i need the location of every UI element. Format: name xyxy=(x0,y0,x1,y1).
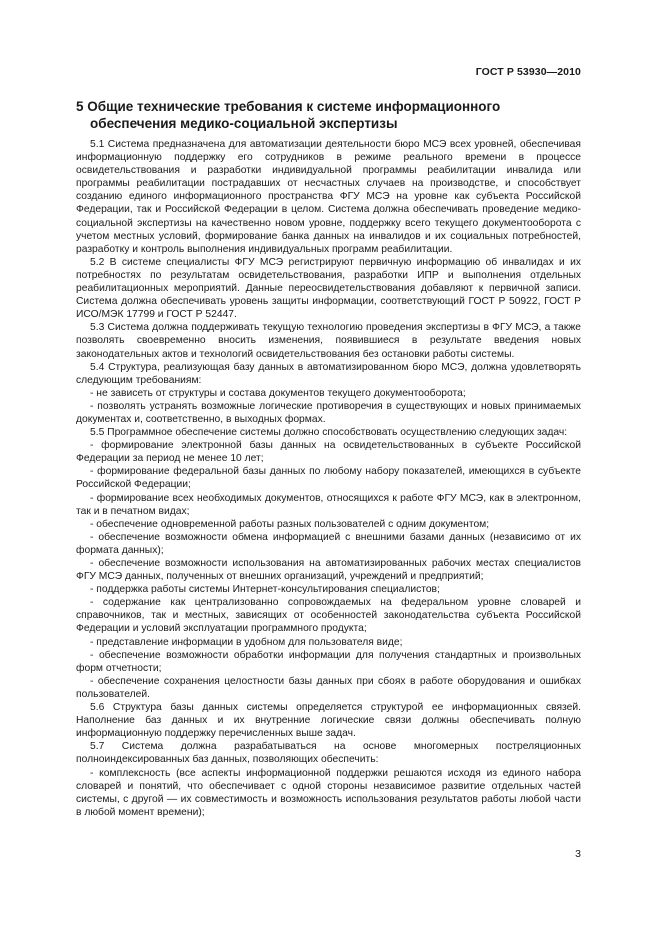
list-item: - формирование электронной базы данных на освидетельствованных в субъекте Российской Федерации за период не менее 10 лет; xyxy=(76,440,581,465)
list-item: - комплексность (все аспекты информационной поддержки решаются исходя из единого набора словарей и понятий, что обеспечивает с одной стороны независимое развитие отдельных частей системы, с другой — их совместимость и возможность использования результатов работы любой части в любой момент времени); xyxy=(76,767,581,818)
list-item: - не зависеть от структуры и состава документов текущего документооборота; xyxy=(90,387,466,399)
list-item: - поддержка работы системы Интернет-консультирования специалистов; xyxy=(90,584,440,596)
paragraph-5-3: 5.3 Система должна поддерживать текущую технологию проведения экспертизы в ФГУ МСЭ, а также позволять своевременно вносить изменения, появившиеся в результате введения новых законодательных актов и технологий освидетельствования без остановки работы системы. xyxy=(76,322,581,360)
list-item: - обеспечение сохранения целостности базы данных при сбоях в работе оборудования и ошибках пользователей. xyxy=(76,675,581,700)
body-text xyxy=(76,138,581,819)
list-item: - обеспечение возможности обработки информации для получения стандартных и произвольных форм отчетности; xyxy=(76,649,581,674)
standard-header: ГОСТ Р 53930—2010 xyxy=(475,66,581,78)
list-item: - представление информации в удобном для пользователя виде; xyxy=(90,636,403,648)
list-item: - обеспечение возможности обмена информацией с внешними базами данных (независимо от их формата данных); xyxy=(76,531,581,556)
paragraph-5-4: 5.4 Структура, реализующая базу данных в автоматизированном бюро МСЭ, должна удовлетворять следующим требованиям: xyxy=(76,361,581,386)
list-item: - формирование всех необходимых документов, относящихся к работе ФГУ МСЭ, как в электронном, так и в печатном видах; xyxy=(76,492,581,517)
list-item: - формирование федеральной базы данных по любому набору показателей, имеющихся в субъекте Российской Федерации; xyxy=(76,466,581,491)
list-item: - обеспечение возможности использования на автоматизированных рабочих местах специалистов ФГУ МСЭ данных, полученных от внешних организаций, учреждений и предприятий; xyxy=(76,558,581,583)
page-number: 3 xyxy=(575,848,581,860)
section-title xyxy=(76,98,581,132)
paragraph-5-2: 5.2 В системе специалисты ФГУ МСЭ регистрируют первичную информацию об инвалидах и их потребностях по результатам освидетельствования, разработки ИПР и выполнения отдельных реабилитационных мероприятий. Данные переосвидетельствования добавляют к первичной записи. Система должна обеспечивать уровень защиты информации, соответствующий ГОСТ Р 50922, ГОСТ Р ИСО/МЭК 17799 и ГОСТ Р 52447. xyxy=(76,256,581,321)
list-item: - позволять устранять возможные логические противоречия в существующих и новых принимаемых документах и, соответственно, в выходных формах. xyxy=(76,400,581,425)
paragraph-5-5: 5.5 Программное обеспечение системы должно способствовать осуществлению следующих задач: xyxy=(90,427,568,439)
list-item: - обеспечение одновременной работы разных пользователей с одним документом; xyxy=(90,518,490,530)
list-item: - содержание как централизованно сопровождаемых на федеральном уровне словарей и справочников, так и местных, зависящих от особенностей законодательства субъекта Российской Федерации и условий эксплуатации программного продукта; xyxy=(76,597,581,635)
section-title-line-1: 5 Общие технические требования к системе информационного xyxy=(76,99,501,114)
paragraph-5-1: 5.1 Система предназначена для автоматизации деятельности бюро МСЭ всех уровней, обеспечивая информационную поддержку его сотрудников в режиме реального времени в процессе освидетельствования и разработки индивидуальной программы реабилитации инвалида или программы реабилитации пострадавших от несчастных случаев на производстве, и способствует созданию единого информационного пространства ФГУ МСЭ на уровне как субъекта Российской Федерации, так и Российской Федерации в целом. Система должна обеспечивать проведение медико-социальной экспертизы на качественно новом уровне, поддержку всего текущего документооборота с учетом местных условий, формирование банка данных на инвалидов и их социальных потребностей, разработку и контроль выполнения индивидуальных программ реабилитации. xyxy=(76,139,581,255)
paragraph-5-6: 5.6 Структура базы данных системы определяется структурой ее информационных связей. Наполнение баз данных и их внутренние логические связи должны обеспечивать полную информационную поддержку перечисленных выше задач. xyxy=(76,702,581,740)
section-title-line-2: обеспечения медико-социальной экспертизы xyxy=(90,116,398,131)
paragraph-5-7: 5.7 Система должна разрабатываться на основе многомерных постреляционных полноиндексированных баз данных, позволяющих обеспечить: xyxy=(76,741,581,766)
